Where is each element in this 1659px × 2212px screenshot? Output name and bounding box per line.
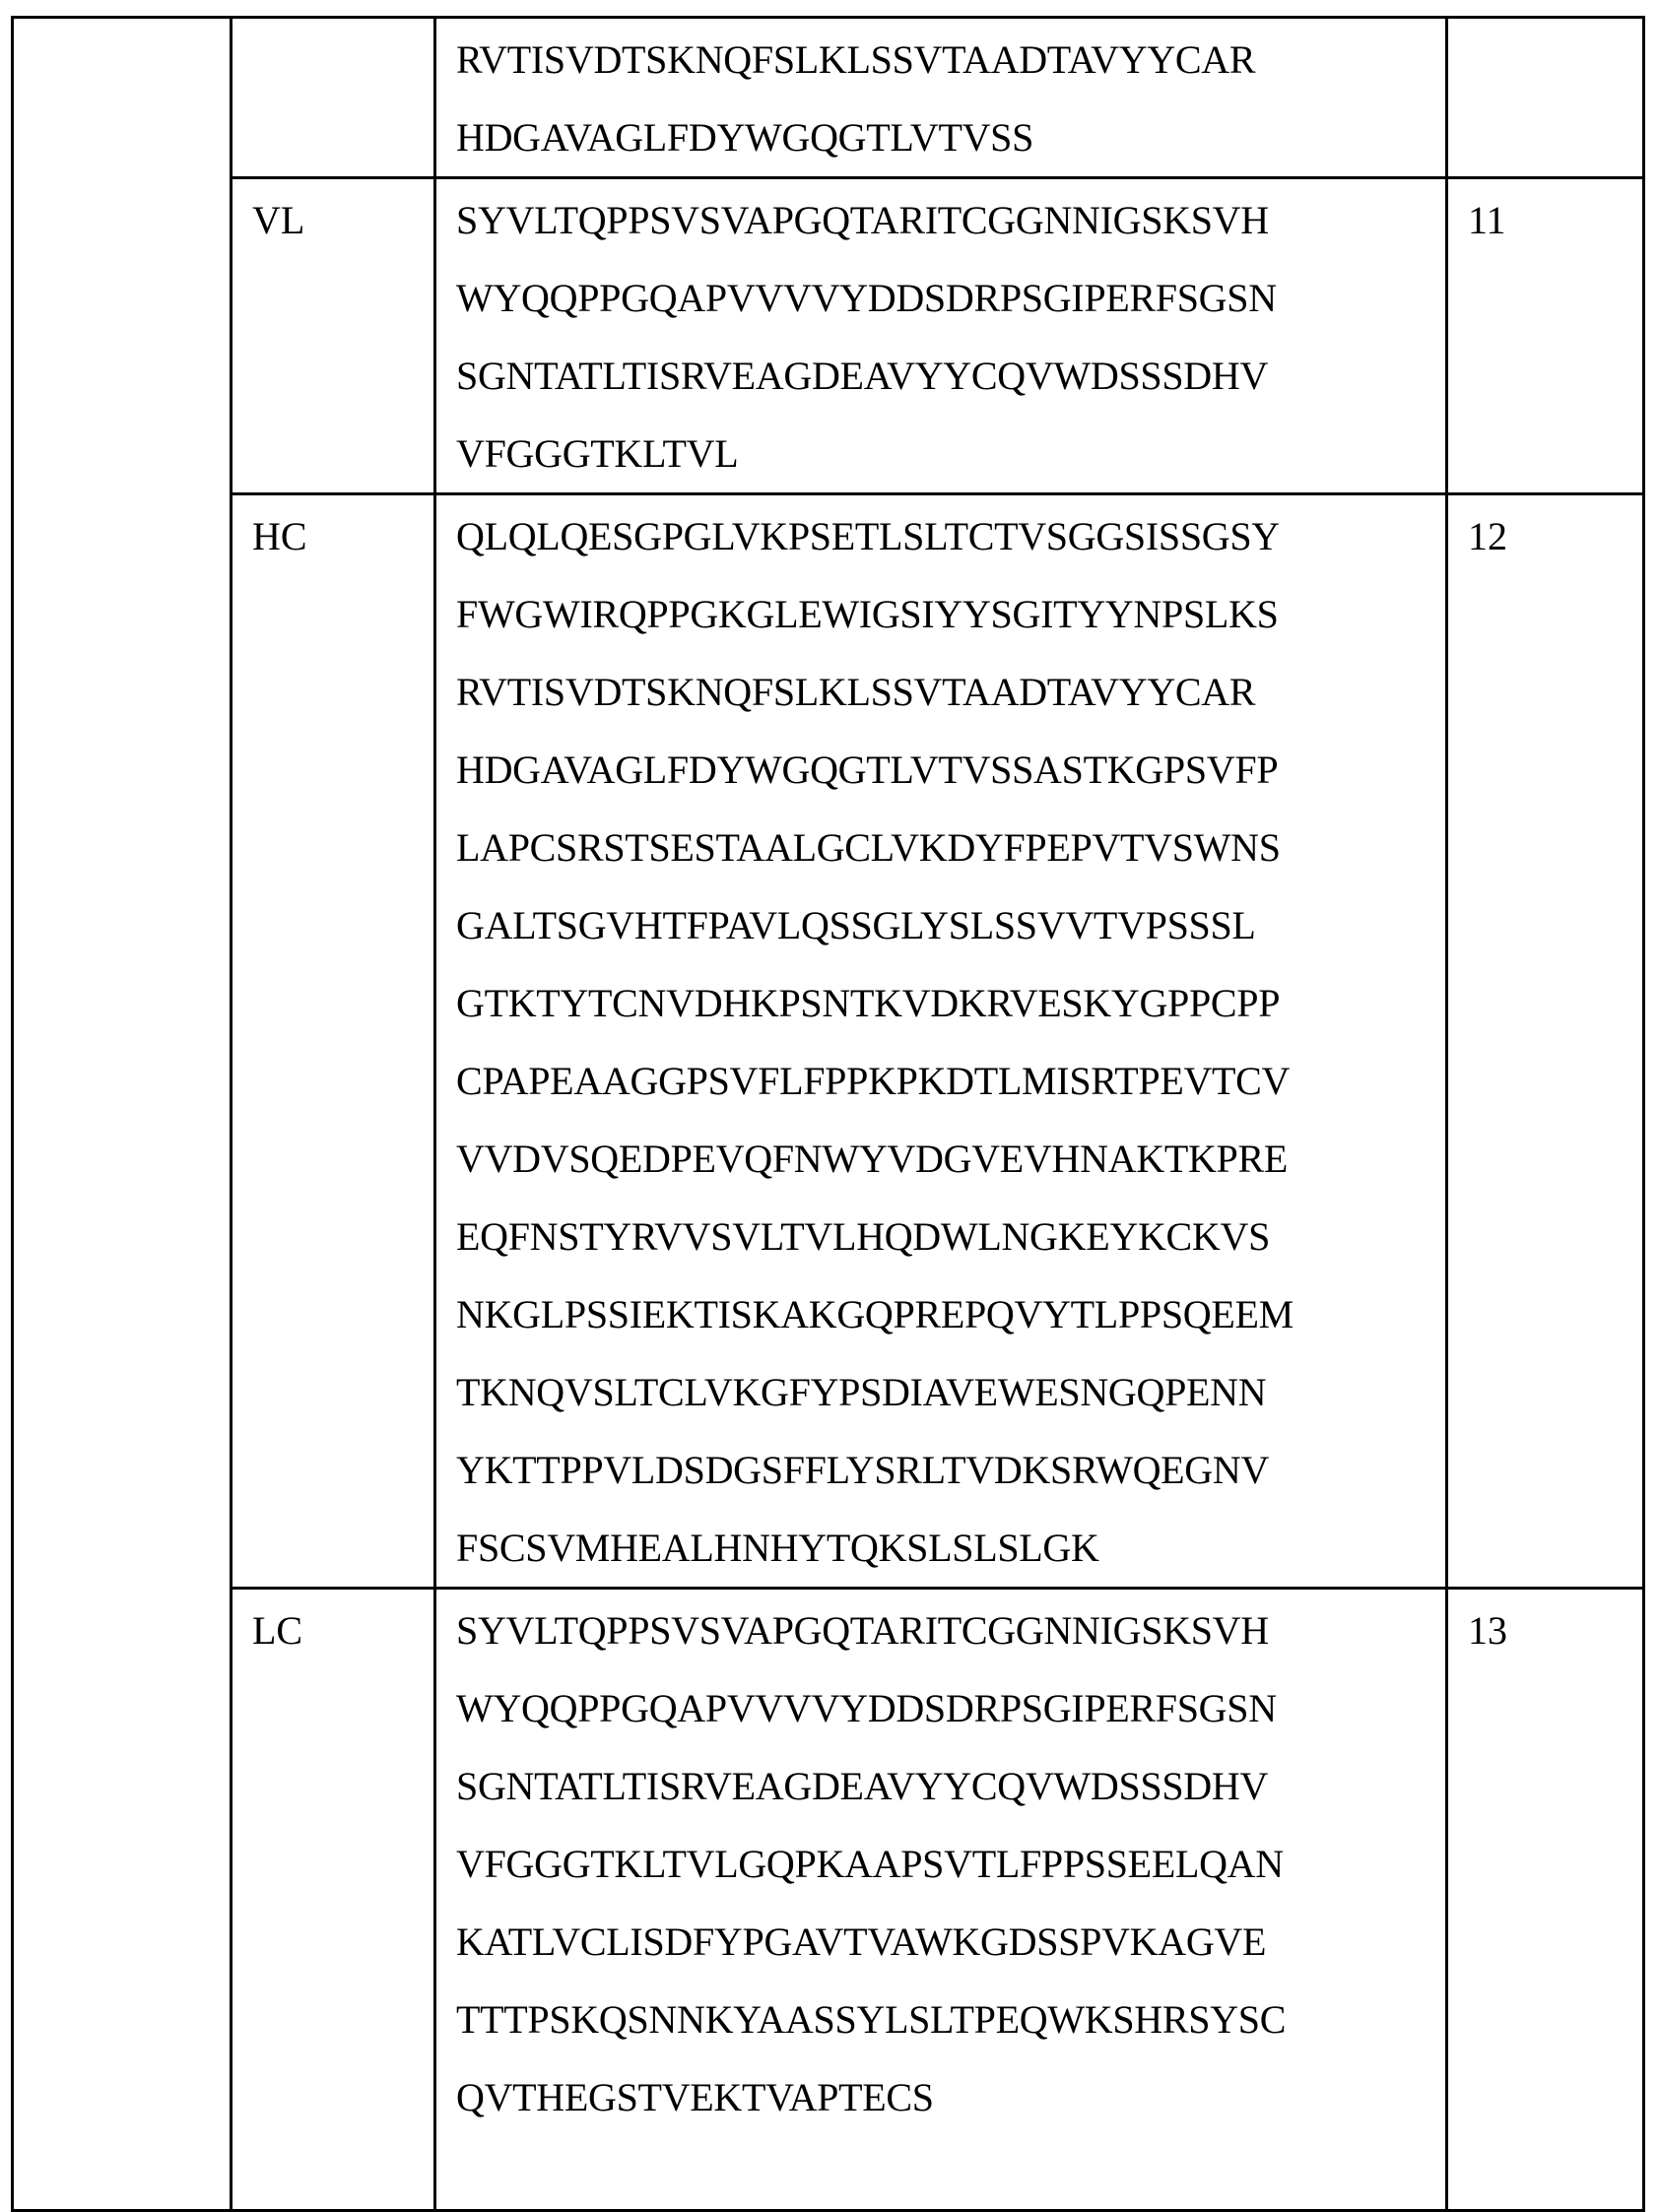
sequence-line: HDGAVAGLFDYWGQGTLVTVSSASTKGPSVFP [456,731,1445,809]
sequence-line: SGNTATLTISRVEAGDEAVYYCQVWDSSSDHV [456,337,1445,415]
sequence-line: QVTHEGSTVEKTVAPTECS [456,2058,1445,2136]
sequence-line: NKGLPSSIEKTISKAKGQPREPQVYTLPPSQEEM [456,1275,1445,1353]
sequence-cell [435,178,1447,494]
sequence-line: SGNTATLTISRVEAGDEAVYYCQVWDSSSDHV [456,1747,1445,1825]
sequence-cell [435,1589,1447,2211]
sequence-line: RVTISVDTSKNQFSLKLSSVTAADTAVYYCAR [456,653,1445,731]
chain-label [232,18,435,178]
sequence-line: FSCSVMHEALHNHYTQKSLSLSLGK [456,1509,1445,1587]
seq-id-number [1447,18,1644,178]
table-row [13,1589,1644,2211]
seq-id-number: 13 [1447,1589,1644,2211]
sequence-line: RVTISVDTSKNQFSLKLSSVTAADTAVYYCAR [456,21,1445,98]
sequence-line: TTTPSKQSNNKYAASSYLSLTPEQWKSHRSYSC [456,1981,1445,2058]
sequence-line: YKTTPPVLDSDGSFFLYSRLTVDKSRWQEGNV [456,1431,1445,1509]
sequence-line: SYVLTQPPSVSVAPGQTARITCGGNNIGSKSVH [456,1592,1445,1669]
sequence-line: GALTSGVHTFPAVLQSSGLYSLSSVVTVPSSSL [456,886,1445,964]
chain-label: LC [232,1589,435,2211]
sequence-line: QLQLQESGPGLVKPSETLSLTCTVSGGSISSGSY [456,497,1445,575]
sequence-line: WYQQPPGQAPVVVVYDDSDRPSGIPERFSGSN [456,1669,1445,1747]
sequence-line: TKNQVSLTCLVKGFYPSDIAVEWESNGQPENN [456,1353,1445,1431]
sequence-line: EQFNSTYRVVSVLTVLHQDWLNGKEYKCKVS [456,1198,1445,1275]
chain-label: HC [232,494,435,1589]
sequence-line: KATLVCLISDFYPGAVTVAWKGDSSPVKAGVE [456,1903,1445,1981]
seq-id-number: 11 [1447,178,1644,494]
sequence-line: GTKTYTCNVDHKPSNTKVDKRVESKYGPPCPP [456,964,1445,1042]
sequence-line: CPAPEAAGGPSVFLFPPKPKDTLMISRTPEVTCV [456,1042,1445,1120]
sequence-line: VVDVSQEDPEVQFNWYVDGVEVHNAKTKPRE [456,1120,1445,1198]
sequence-table [11,16,1645,2212]
sequence-line: VFGGGTKLTVLGQPKAAPSVTLFPPSSEELQAN [456,1825,1445,1903]
empty-left-cell [13,18,232,2211]
seq-id-number: 12 [1447,494,1644,1589]
sequence-line: WYQQPPGQAPVVVVYDDSDRPSGIPERFSGSN [456,259,1445,337]
table-row [13,18,1644,178]
sequence-line: LAPCSRSTSESTAALGCLVKDYFPEPVTVSWNS [456,809,1445,886]
sequence-line: HDGAVAGLFDYWGQGTLVTVSS [456,98,1445,176]
table-row [13,178,1644,494]
sequence-cell [435,494,1447,1589]
chain-label: VL [232,178,435,494]
sequence-line: SYVLTQPPSVSVAPGQTARITCGGNNIGSKSVH [456,181,1445,259]
sequence-line: FWGWIRQPPGKGLEWIGSIYYSGITYYNPSLKS [456,575,1445,653]
sequence-line: VFGGGTKLTVL [456,415,1445,492]
sequence-cell [435,18,1447,178]
table-row [13,494,1644,1589]
